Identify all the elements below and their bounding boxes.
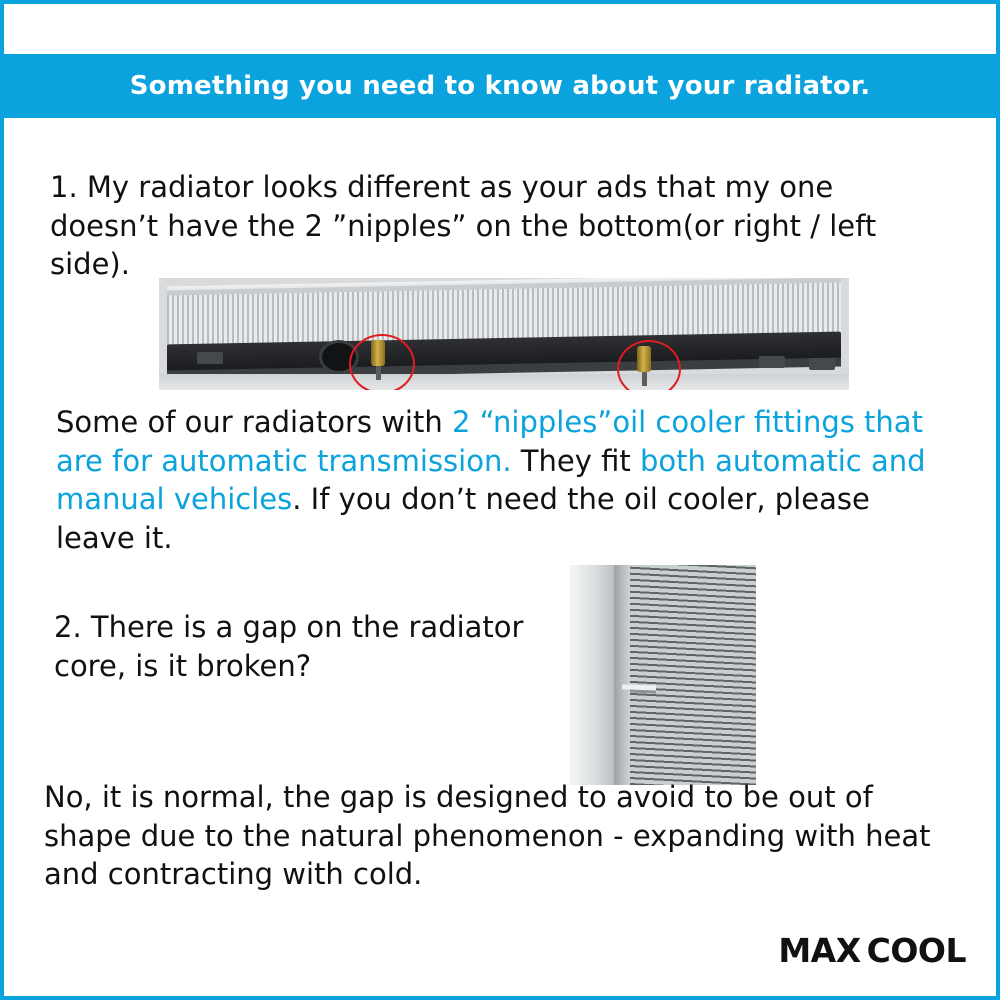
answer-1-highlight-1: 2 “nipples”oil cooler fittings that are for automatic transmission. [56,405,923,478]
radiator-bottom-image [159,278,849,390]
radiator-photo [159,278,849,390]
radiator-core-image [570,565,756,785]
highlight-circle-marker [617,340,681,390]
page-title: Something you need to know about your radiator. [129,71,871,101]
header-banner [4,54,996,118]
radiator-core-fins-closeup [630,565,756,785]
brand-logo [778,931,966,970]
answer-1-part2: They fit [511,443,640,478]
brand-logo-cool: COOL [866,931,966,970]
brand-logo-max: MAX [778,931,861,970]
answer-1-part3: . If you don’t need the oil cooler, please leave it. [56,482,870,555]
radiator-side-tank [570,565,614,785]
radiator-side-edge [614,565,630,785]
answer-1-highlight-2: both automatic and manual vehicles [56,443,926,517]
radiator-bracket [809,358,835,370]
photo-shadow [159,374,849,390]
question-1-text: 1. My radiator looks different as your ads that my one doesn’t have the 2 ”nipples” on the bottom(or right / left side). [50,170,877,282]
radiator-bracket [197,352,223,364]
answer-1-part1: Some of our radiators with [56,405,452,439]
radiator-bracket [759,356,785,368]
highlight-circle-marker [349,334,415,390]
answer-1-text [56,403,956,557]
answer-2-text: No, it is normal, the gap is designed to avoid to be out of shape due to the natural phenomenon - expanding with heat and contracting with cold. [44,780,931,892]
question-2-text: 2. There is a gap on the radiator core, is it broken? [54,610,524,683]
